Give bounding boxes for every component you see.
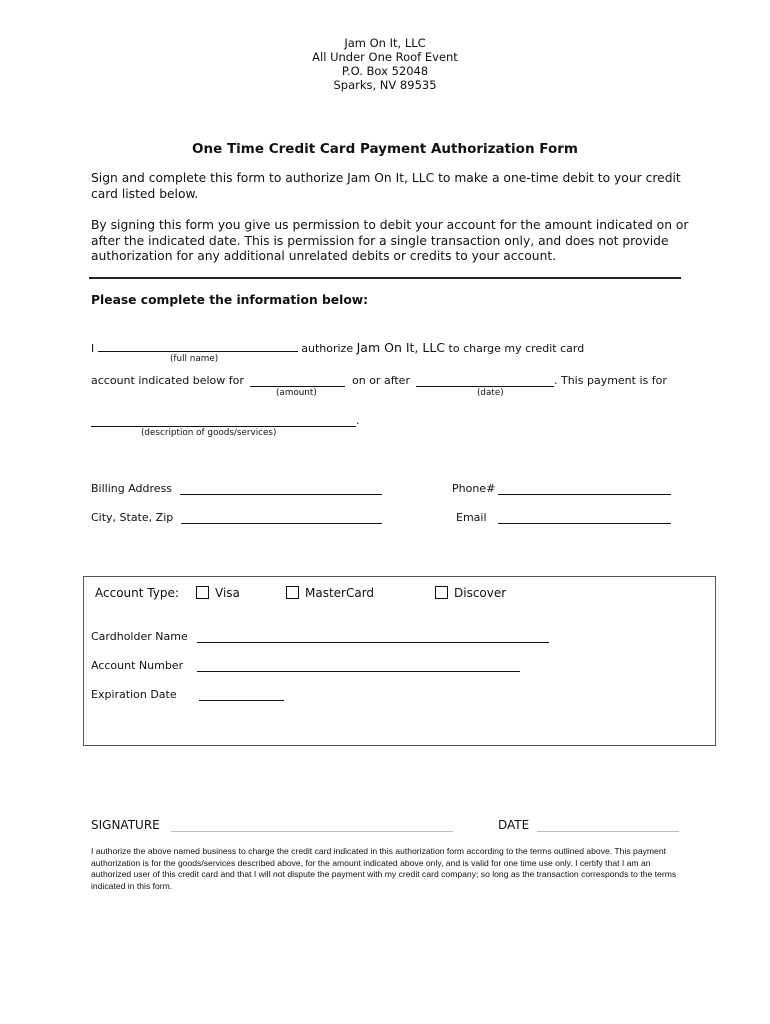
page-title: One Time Credit Card Payment Authorization Form [192,141,578,157]
full-name-field[interactable] [98,341,298,352]
phone-label: Phone# [452,482,496,495]
expiration-date-label: Expiration Date [91,688,177,701]
date-field[interactable] [416,376,554,387]
date-label: DATE [498,818,530,832]
discover-label: Discover [454,586,507,600]
company-inline: Jam On It, LLC [356,340,446,355]
email-field[interactable] [498,513,671,524]
on-or-after-text: on or after [352,374,410,387]
visa-checkbox[interactable] [196,586,209,599]
company-name: Jam On It, LLC [344,36,426,50]
authorization-line-1 [91,340,584,355]
section-divider [89,277,681,279]
description-hint: (description of goods/services) [141,428,277,438]
visa-label: Visa [215,586,240,600]
billing-address-label: Billing Address [91,482,173,495]
po-box: P.O. Box 52048 [341,64,429,78]
signature-field[interactable] [171,831,453,832]
i-label: I [91,342,95,355]
cardholder-name-label: Cardholder Name [91,630,188,643]
city-state-zip-label: City, State, Zip [91,511,174,524]
authorize-text: authorize [301,342,354,355]
section-heading: Please complete the information below: [91,293,369,307]
account-text: account indicated below for [91,374,244,387]
payment-for-text: . This payment is for [554,374,667,387]
date-hint: (date) [477,388,504,398]
description-field[interactable] [91,416,356,427]
signature-date-field[interactable] [537,831,679,832]
mastercard-label: MasterCard [305,586,375,600]
email-label: Email [456,511,487,524]
city-line: Sparks, NV 89535 [333,78,437,92]
full-name-hint: (full name) [170,354,219,364]
charge-text: to charge my credit card [448,342,585,355]
intro-paragraph-1: Sign and complete this form to authorize Jam On It, LLC to make a one-time debit to your credit card listed below. [91,171,681,201]
description-period: . [356,414,360,427]
discover-checkbox[interactable] [435,586,448,599]
authorization-disclaimer: I authorize the above named business to charge the credit card indicated in this authorization form according to the terms outlined above. This payment authorization is for the goods/services described above, for the amount indicated above only, and is valid for one time use only. I certify that I am an authorized user of this credit card and that I will not dispute the payment with my credit card company; so long as the transaction corresponds to the terms indicated in this form. [91,846,677,891]
phone-field[interactable] [498,484,671,495]
cardholder-name-field[interactable] [197,632,549,643]
account-number-field[interactable] [197,661,520,672]
signature-label: SIGNATURE [91,818,160,832]
amount-field[interactable] [250,376,345,387]
city-state-zip-field[interactable] [181,513,382,524]
mastercard-checkbox[interactable] [286,586,299,599]
intro-paragraph-2: By signing this form you give us permission to debit your account for the amount indicated on or after the indicated date. This is permission for a single transaction only, and does not provide authorization for any additional unrelated debits or credits to your account. [91,218,689,263]
expiration-date-field[interactable] [199,690,284,701]
event-name: All Under One Roof Event [312,50,458,64]
amount-hint: (amount) [276,388,317,398]
billing-address-field[interactable] [180,484,382,495]
account-number-label: Account Number [91,659,184,672]
account-type-label: Account Type: [95,586,179,600]
